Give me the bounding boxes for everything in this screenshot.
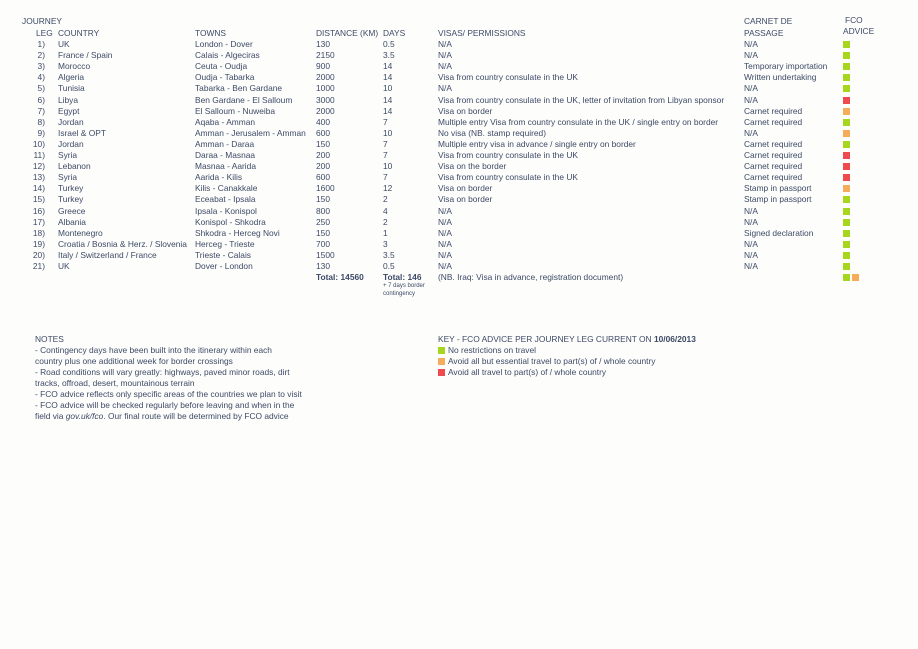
distance-cell: 130 [316,39,330,49]
towns-cell: London - Dover [195,39,253,49]
table-row [0,95,918,106]
carnet-cell: N/A [744,50,758,61]
visa-cell: Visa from country consulate in the UK [438,72,578,83]
green-square-icon [843,263,850,270]
country-cell: Jordan [58,116,84,127]
visa-cell: No visa (NB. stamp required) [438,127,546,138]
days-cell: 1 [383,227,388,238]
key-date: 10/06/2013 [653,334,696,344]
carnet-cell: N/A [744,249,758,260]
towns-cell: Kilis - Canakkale [195,183,258,194]
carnet-cell: Carnet required [744,138,803,149]
towns-cell: Aqaba - Amman [195,116,256,127]
country-cell: Algeria [58,72,85,83]
notes-title: NOTES [35,334,64,344]
visa-cell: Multiple entry visa in advance / single entry on border [438,138,636,149]
days-note-line2: contingency [383,291,416,297]
carnet-header-line2: PASSAGE [744,28,784,38]
total-distance: Total: 14560 [316,272,364,282]
visa-cell: N/A [438,216,452,227]
days-cell: 12 [383,183,393,194]
towns-cell: Masnaa - Aarida [195,161,256,172]
red-square-icon [843,152,850,159]
notes-last-suffix: . Our final route will be determined by FCO advice [103,411,289,421]
table-row [0,239,918,250]
distance-cell: 150 [316,227,330,238]
green-square-icon [843,241,850,248]
leg-number: 21) [32,261,45,271]
country-cell: Libya [58,94,79,105]
distance-cell: 200 [316,150,330,160]
notes-line: country plus one additional week for border crossings [35,356,233,366]
table-row [0,128,918,139]
notes-line-last [35,411,302,422]
distance-cell: 1000 [316,83,335,94]
notes-section [35,334,302,422]
notes-line: - FCO advice will be checked regularly before leaving and when in the [35,400,295,410]
distance-cell: 2150 [316,50,335,61]
green-square-icon [843,230,850,237]
distance-cell: 700 [316,238,330,249]
carnet-cell: N/A [744,216,758,227]
days-cell: 14 [383,94,393,105]
orange-square-icon [843,130,850,137]
carnet-cell: N/A [744,238,758,249]
carnet-cell: N/A [744,83,758,94]
days-cell: 2 [383,216,388,227]
red-square-icon [843,163,850,170]
leg-header: LEG [36,28,53,38]
days-cell: 10 [383,127,393,138]
distance-header: DISTANCE (KM) [316,28,379,38]
days-cell: 2 [383,194,388,205]
red-square-icon [438,369,445,376]
green-square-icon [843,85,850,92]
leg-number: 18) [32,227,45,238]
country-cell: Tunisia [58,83,85,94]
orange-square-icon [438,358,445,365]
carnet-cell: Carnet required [744,150,803,160]
distance-cell: 2000 [316,72,335,83]
green-square-icon [843,252,850,259]
country-cell: UK [58,261,70,271]
leg-number: 16) [32,205,45,216]
towns-cell: Eceabat - Ipsala [195,194,256,205]
visa-cell: Visa on the border [438,161,507,172]
days-cell: 14 [383,61,393,72]
distance-cell: 200 [316,161,330,172]
towns-cell: Ceuta - Oudja [195,61,248,72]
leg-number: 20) [32,249,45,260]
visa-cell: N/A [438,205,452,216]
towns-cell: Tabarka - Ben Gardane [195,83,283,94]
days-cell: 3.5 [383,50,395,61]
green-square-icon [843,141,850,148]
green-square-icon [843,274,850,281]
table-row [0,83,918,94]
days-cell: 7 [383,116,388,127]
carnet-cell: N/A [744,127,758,138]
towns-cell: El Salloum - Nuweiba [195,105,276,116]
red-square-icon [843,97,850,104]
fco-link[interactable]: gov.uk/fco [65,411,104,421]
leg-number: 1) [37,39,45,49]
distance-cell: 2000 [316,105,335,116]
leg-number: 5) [37,83,45,94]
distance-cell: 1500 [316,249,335,260]
key-title-text: KEY - FCO ADVICE PER JOURNEY LEG CURRENT ON [438,334,654,344]
distance-cell: 400 [316,116,330,127]
visa-cell: N/A [438,261,452,271]
country-cell: Turkey [58,194,84,205]
leg-number: 15) [32,194,45,205]
leg-number: 8) [37,116,45,127]
leg-number: 11) [33,150,45,160]
visa-note: (NB. Iraq: Visa in advance, registration document) [438,272,624,282]
distance-cell: 150 [316,138,330,149]
country-cell: Albania [58,216,86,227]
visa-cell: N/A [438,238,452,249]
distance-cell: 600 [316,172,330,183]
towns-cell: Aarida - Kilis [195,172,243,183]
country-cell: Israel & OPT [58,127,106,138]
carnet-cell: Carnet required [744,161,803,172]
notes-last-prefix: field via [35,411,66,421]
country-cell: Jordan [58,138,84,149]
table-row [0,261,918,272]
distance-cell: 600 [316,127,330,138]
visa-cell: Visa from country consulate in the UK, letter of invitation from Libyan sponsor [438,94,725,105]
table-row [0,39,918,50]
visas-header: VISAS/ PERMISSIONS [438,28,526,38]
table-row [0,117,918,128]
green-square-icon [843,52,850,59]
visa-cell: Visa from country consulate in the UK [438,150,578,160]
leg-number: 13) [32,172,45,183]
visa-cell: N/A [438,61,452,72]
carnet-cell: N/A [744,94,758,105]
days-cell: 7 [383,138,388,149]
leg-number: 2) [37,50,45,61]
fco-header-line2: ADVICE [843,26,875,36]
leg-number: 6) [37,94,45,105]
days-note-line1: + 7 days border [383,283,425,289]
visa-cell: N/A [438,83,452,94]
visa-cell: Visa on border [438,194,493,205]
distance-cell: 800 [316,205,330,216]
towns-cell: Calais - Algeciras [195,50,260,61]
leg-number: 4) [37,72,45,83]
notes-line: tracks, offroad, desert, mountainous terrain [35,378,195,388]
leg-number: 19) [32,238,45,249]
table-row [0,139,918,150]
distance-cell: 250 [316,216,330,227]
orange-square-icon [843,108,850,115]
days-cell: 0.5 [383,261,395,271]
table-row [0,161,918,172]
fco-header-line1: FCO [845,15,863,25]
carnet-cell: Temporary importation [744,61,828,72]
country-cell: Morocco [58,61,91,72]
country-cell: Syria [58,172,78,183]
days-cell: 10 [383,83,393,94]
towns-cell: Daraa - Masnaa [195,150,256,160]
carnet-cell: Stamp in passport [744,183,812,194]
days-cell: 0.5 [383,39,395,49]
towns-cell: Amman - Jerusalem - Amman [195,127,306,138]
visa-cell: N/A [438,249,452,260]
green-square-icon [843,63,850,70]
key-item-label: Avoid all but essential travel to part(s) of / whole country [448,356,656,366]
carnet-cell: Carnet required [744,105,803,116]
key-item-orange [438,356,696,367]
visa-cell: N/A [438,39,452,49]
notes-line: - FCO advice reflects only specific areas of the countries we plan to visit [35,389,302,399]
table-row [0,50,918,61]
country-cell: Montenegro [58,227,103,238]
days-cell: 3 [383,238,388,249]
towns-cell: Ipsala - Konispol [195,205,257,216]
total-fco-advice [843,274,861,284]
country-cell: France / Spain [58,50,113,61]
key-item-red [438,367,696,378]
key-item-label: No restrictions on travel [448,345,536,355]
green-square-icon [438,347,445,354]
leg-number: 7) [37,105,45,116]
key-section [438,334,696,378]
country-cell: Lebanon [58,161,91,172]
days-cell: 14 [383,72,393,83]
days-cell: 10 [383,161,393,172]
carnet-header-line1: CARNET DE [744,16,793,26]
table-row [0,206,918,217]
red-square-icon [843,174,850,181]
country-cell: Italy / Switzerland / France [58,249,157,260]
country-cell: Greece [58,205,86,216]
table-row [0,194,918,205]
days-cell: 4 [383,205,388,216]
distance-cell: 1600 [316,183,335,194]
green-square-icon [843,41,850,48]
leg-number: 14) [32,183,45,194]
country-cell: Turkey [58,183,84,194]
orange-square-icon [843,185,850,192]
visa-cell: Visa from country consulate in the UK [438,172,578,183]
green-square-icon [843,208,850,215]
journey-header: JOURNEY [22,16,63,26]
leg-number: 3) [37,61,45,72]
green-square-icon [843,119,850,126]
towns-cell: Ben Gardane - El Salloum [195,94,293,105]
days-cell: 3.5 [383,249,395,260]
table-row [0,228,918,239]
leg-number: 17) [32,216,45,227]
table-row [0,217,918,228]
visa-cell: Visa on border [438,183,493,194]
key-item-green [438,345,696,356]
green-square-icon [843,74,850,81]
carnet-cell: N/A [744,261,758,271]
green-square-icon [843,196,850,203]
key-title [438,334,696,345]
leg-number: 12) [32,161,45,172]
green-square-icon [843,219,850,226]
leg-number: 10) [32,138,45,149]
country-cell: Croatia / Bosnia & Herz. / Slovenia [58,238,187,249]
towns-header: TOWNS [195,28,227,38]
towns-cell: Herceg - Trieste [195,238,255,249]
visa-cell: Visa on border [438,105,493,116]
distance-cell: 130 [316,261,330,271]
days-header: DAYS [383,28,406,38]
country-cell: Egypt [58,105,80,116]
towns-cell: Trieste - Calais [195,249,251,260]
towns-cell: Amman - Daraa [195,138,255,149]
notes-line: - Contingency days have been built into the itinerary within each [35,345,272,355]
orange-square-icon [852,274,859,281]
country-cell: Syria [58,150,78,160]
days-cell: 7 [383,150,388,160]
country-header: COUNTRY [58,28,100,38]
leg-number: 9) [37,127,45,138]
days-cell: 14 [383,105,393,116]
table-row [0,150,918,161]
total-days: Total: 146 [383,272,422,282]
visa-cell: Multiple entry Visa from country consulate in the UK / single entry on border [438,116,719,127]
carnet-cell: Carnet required [744,116,803,127]
carnet-cell: Written undertaking [744,72,817,83]
towns-cell: Oudja - Tabarka [195,72,255,83]
towns-cell: Konispol - Shkodra [195,216,266,227]
country-cell: UK [58,39,70,49]
distance-cell: 900 [316,61,330,72]
days-cell: 7 [383,172,388,183]
notes-line: - Road conditions will vary greatly: highways, paved minor roads, dirt [35,367,290,377]
table-row [0,172,918,183]
key-item-label: Avoid all travel to part(s) of / whole country [448,367,607,377]
table-row [0,250,918,261]
towns-cell: Shkodra - Herceg Novi [195,227,280,238]
distance-cell: 150 [316,194,330,205]
carnet-cell: Stamp in passport [744,194,812,205]
table-row [0,106,918,117]
visa-cell: N/A [438,50,452,61]
carnet-cell: Carnet required [744,172,803,183]
distance-cell: 3000 [316,94,335,105]
visa-cell: N/A [438,227,452,238]
carnet-cell: N/A [744,39,758,49]
carnet-cell: Signed declaration [744,227,814,238]
table-row [0,61,918,72]
table-row [0,183,918,194]
carnet-cell: N/A [744,205,758,216]
table-row [0,72,918,83]
towns-cell: Dover - London [195,261,253,271]
